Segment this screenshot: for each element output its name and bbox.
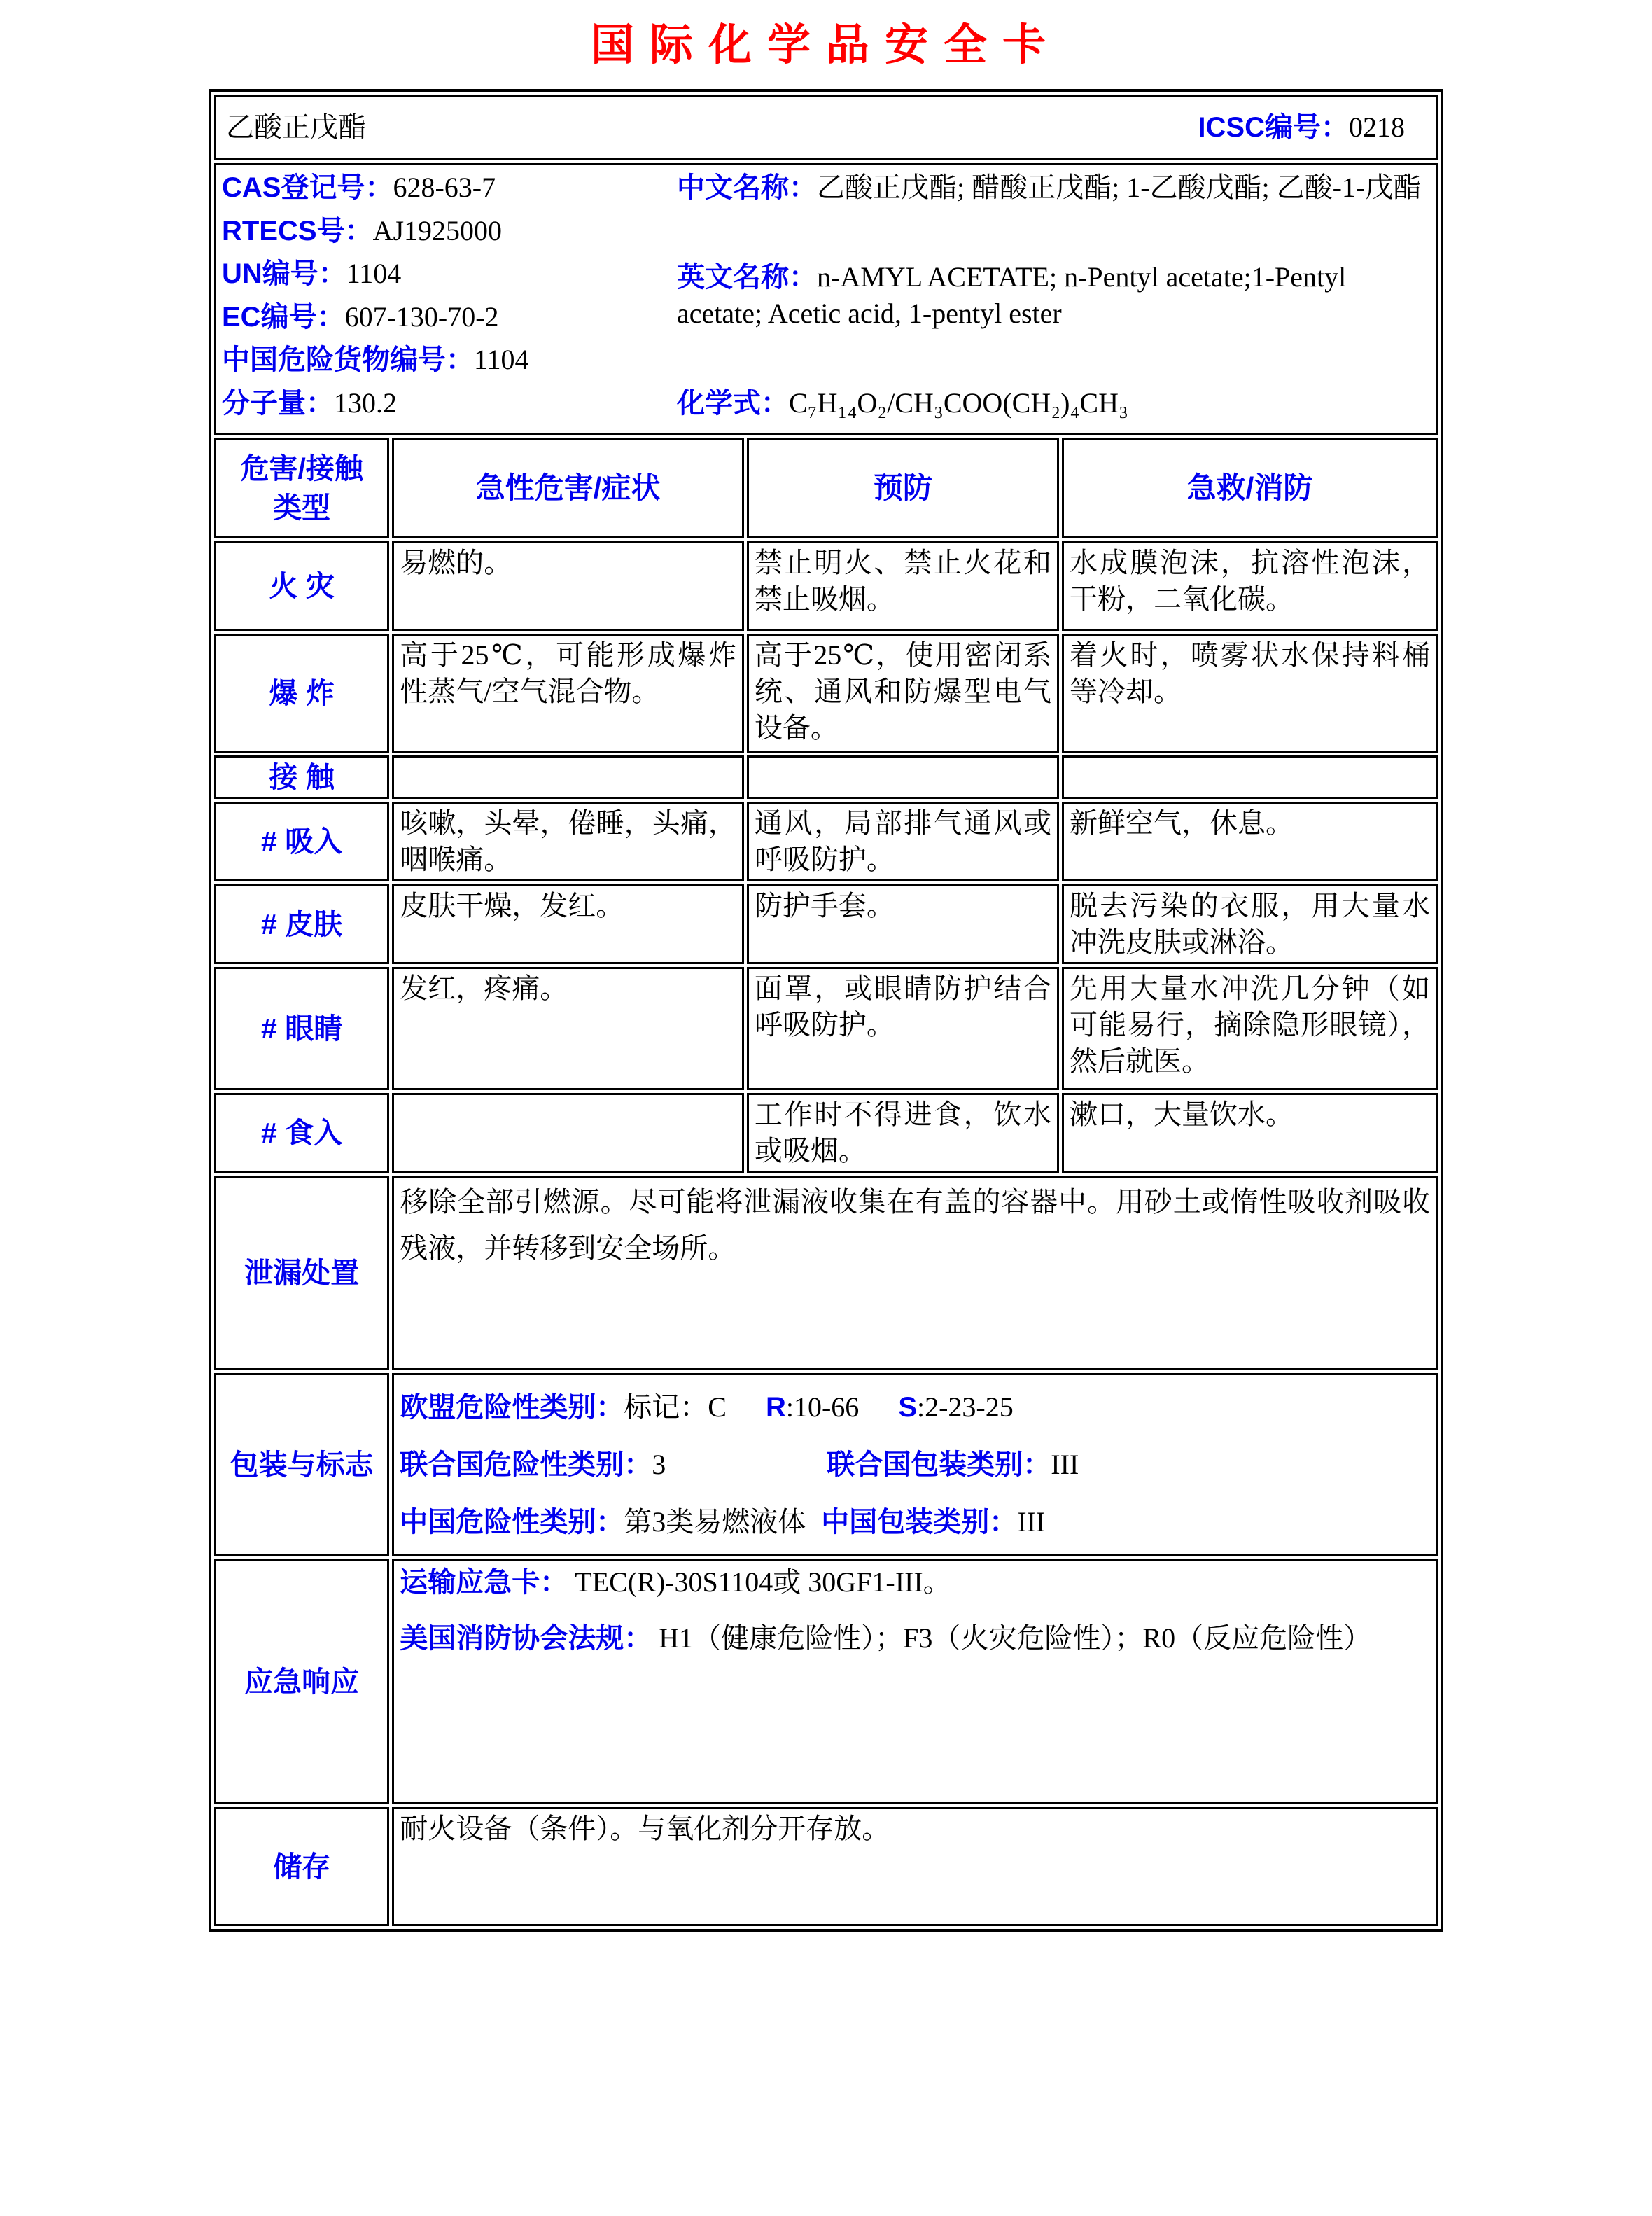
hazard-type-header-line2: 类型 — [273, 492, 331, 524]
transport-card-line — [400, 1563, 1430, 1602]
cas-value: 628-63-7 — [393, 172, 496, 203]
hazard-type-header-line1: 危害/接触 — [240, 452, 363, 485]
symptoms-cell: 发红，疼痛。 — [392, 967, 744, 1090]
un-class-line — [400, 1436, 1430, 1493]
rtecs-label: RTECS号： — [222, 215, 373, 246]
cn-pack-group-label: 中国包装类别： — [821, 1507, 1018, 1538]
symptoms-header-cell: 急性危害/症状 — [392, 438, 744, 538]
chinese-name-label: 中文名称： — [677, 172, 817, 203]
eu-mark-value: 标记：C — [624, 1391, 727, 1423]
prevention-header-cell: 预防 — [747, 438, 1059, 538]
r-phrase-label: R — [765, 1392, 786, 1423]
un-value: 1104 — [346, 258, 402, 290]
packaging-label: 包装与标志 — [214, 1373, 389, 1556]
cn-pack-group-value: III — [1017, 1506, 1046, 1538]
un-number-line — [222, 256, 677, 292]
english-name-value: n-AMYL ACETATE; n-Pentyl acetate;1-Pentyl acetate; Acetic acid, 1-pentyl ester — [677, 261, 1347, 329]
hazard-row-skin — [214, 884, 1438, 964]
spill-text: 移除全部引燃源。尽可能将泄漏液收集在有盖的容器中。用砂土或惰性吸收剂吸收残液，并转移到安全场所。 — [392, 1176, 1438, 1370]
chemical-formula-value: C₇H₁₄O₂/CH₃COO(CH₂)₄CH₃ — [789, 387, 1128, 419]
hazard-type-header-cell — [214, 438, 389, 538]
response-cell — [1062, 755, 1438, 799]
symptoms-cell: 咳嗽，头晕，倦睡，头痛，咽喉痛。 — [392, 802, 744, 881]
hazard-row-contact — [214, 755, 1438, 799]
response-cell: 漱口，大量饮水。 — [1062, 1093, 1438, 1173]
hazard-row-label: # 吸入 — [214, 802, 389, 881]
hazard-row-ingestion — [214, 1093, 1438, 1173]
transport-card-label: 运输应急卡： — [400, 1567, 568, 1598]
icsc-number — [1198, 109, 1405, 146]
hazard-row-label: 接 触 — [214, 755, 389, 799]
cn-class-line — [400, 1493, 1430, 1551]
packaging-row — [214, 1373, 1438, 1556]
hazard-row-label: # 食入 — [214, 1093, 389, 1173]
chinese-name-value: 乙酸正戊酯; 醋酸正戊酯; 1-乙酸戊酯; 乙酸-1-戊酯 — [817, 172, 1422, 203]
safety-card-table — [209, 89, 1443, 1932]
un-hazard-class-label: 联合国危险性类别： — [400, 1449, 652, 1480]
icsc-value: 0218 — [1349, 111, 1405, 143]
packaging-cell — [392, 1373, 1438, 1556]
symptoms-cell: 高于25℃，可能形成爆炸性蒸气/空气混合物。 — [392, 634, 744, 753]
name-list — [677, 169, 1430, 426]
response-cell: 脱去污染的衣服，用大量水冲洗皮肤或淋浴。 — [1062, 884, 1438, 964]
response-cell: 水成膜泡沫，抗溶性泡沫，干粉，二氧化碳。 — [1062, 541, 1438, 631]
response-header-cell: 急救/消防 — [1062, 438, 1438, 538]
hazard-row-inhalation — [214, 802, 1438, 881]
storage-label: 储存 — [214, 1807, 389, 1926]
identifier-list — [222, 169, 677, 426]
page — [0, 10, 1652, 1932]
spill-label: 泄漏处置 — [214, 1176, 389, 1370]
chemical-name: 乙酸正戊酯 — [226, 111, 366, 143]
cas-label: CAS登记号： — [222, 172, 393, 203]
response-cell: 先用大量水冲洗几分钟（如可能易行，摘除隐形眼镜），然后就医。 — [1062, 967, 1438, 1090]
molecular-weight-value: 130.2 — [334, 386, 397, 419]
chemical-formula-label: 化学式： — [677, 388, 789, 419]
prevention-cell — [747, 755, 1059, 799]
chinese-name-line — [677, 169, 1430, 206]
molecular-weight-label: 分子量： — [222, 387, 334, 419]
un-pack-group-label: 联合国包装类别： — [827, 1449, 1051, 1480]
s-phrase-label: S — [898, 1392, 917, 1423]
english-name-line — [677, 259, 1430, 332]
ec-label: EC编号： — [222, 301, 345, 333]
symptoms-cell: 皮肤干燥，发红。 — [392, 884, 744, 964]
prevention-cell: 工作时不得进食，饮水或吸烟。 — [747, 1093, 1059, 1173]
molecular-weight-line — [222, 385, 677, 421]
ec-value: 607-130-70-2 — [344, 300, 499, 333]
cas-number-line — [222, 169, 677, 206]
un-hazard-class-value: 3 — [652, 1449, 666, 1480]
english-name-label: 英文名称： — [677, 262, 817, 293]
rtecs-value: AJ1925000 — [372, 214, 503, 246]
symptoms-cell — [392, 1093, 744, 1173]
emergency-cell — [392, 1559, 1438, 1804]
response-cell: 新鲜空气，休息。 — [1062, 802, 1438, 881]
transport-card-value: TEC(R)-30S1104或 30GF1-III。 — [575, 1566, 951, 1598]
hazard-header-row — [214, 438, 1438, 538]
symptoms-cell — [392, 755, 744, 799]
emergency-label: 应急响应 — [214, 1559, 389, 1804]
un-pack-group-value: III — [1051, 1449, 1079, 1480]
nfpa-value: H1（健康危险性）；F3（火灾危险性）；R0（反应危险性） — [659, 1622, 1372, 1654]
prevention-cell: 防护手套。 — [747, 884, 1059, 964]
nfpa-line — [400, 1619, 1430, 1658]
eu-hazard-class-label: 欧盟危险性类别： — [400, 1392, 624, 1423]
hazard-row-label: # 皮肤 — [214, 884, 389, 964]
spill-row — [214, 1176, 1438, 1370]
ec-number-line — [222, 299, 677, 335]
storage-row — [214, 1807, 1438, 1926]
prevention-cell: 通风，局部排气通风或呼吸防护。 — [747, 802, 1059, 881]
china-dg-label: 中国危险货物编号： — [222, 344, 474, 376]
hazard-row-label: 火 灾 — [214, 541, 389, 631]
rtecs-number-line — [222, 213, 677, 249]
icsc-label: ICSC编号： — [1198, 112, 1349, 143]
emergency-row — [214, 1559, 1438, 1804]
eu-hazard-class-line — [400, 1379, 1430, 1436]
page-title: 国际化学品安全卡 — [590, 22, 1061, 69]
hazard-row-label: 爆 炸 — [214, 634, 389, 753]
hazard-row-explosion — [214, 634, 1438, 753]
prevention-cell: 面罩，或眼睛防护结合呼吸防护。 — [747, 967, 1059, 1090]
hazard-row-label: # 眼睛 — [214, 967, 389, 1090]
un-label: UN编号： — [222, 258, 346, 290]
identifiers-row — [214, 163, 1438, 435]
cn-hazard-class-label: 中国危险性类别： — [400, 1507, 624, 1538]
card-header-content — [222, 109, 1430, 146]
response-cell: 着火时，喷雾状水保持料桶等冷却。 — [1062, 634, 1438, 753]
china-dg-value: 1104 — [474, 344, 529, 376]
symptoms-cell: 易燃的。 — [392, 541, 744, 631]
hazard-row-eyes — [214, 967, 1438, 1090]
storage-text: 耐火设备（条件）。与氧化剂分开存放。 — [392, 1807, 1438, 1926]
prevention-cell: 高于25℃，使用密闭系统、通风和防爆型电气设备。 — [747, 634, 1059, 753]
identifiers-cell — [214, 163, 1438, 435]
chemical-formula-line — [677, 385, 1430, 421]
card-header-row — [214, 95, 1438, 160]
nfpa-label: 美国消防协会法规： — [400, 1623, 652, 1654]
identifiers-content — [222, 167, 1430, 426]
prevention-cell: 禁止明火、禁止火花和禁止吸烟。 — [747, 541, 1059, 631]
china-dg-number-line — [222, 342, 677, 378]
hazard-row-fire — [214, 541, 1438, 631]
card-header-cell — [214, 95, 1438, 160]
cn-hazard-class-value: 第3类易燃液体 — [624, 1506, 806, 1538]
r-phrase-value: :10-66 — [785, 1391, 860, 1423]
s-phrase-value: :2-23-25 — [917, 1391, 1014, 1423]
